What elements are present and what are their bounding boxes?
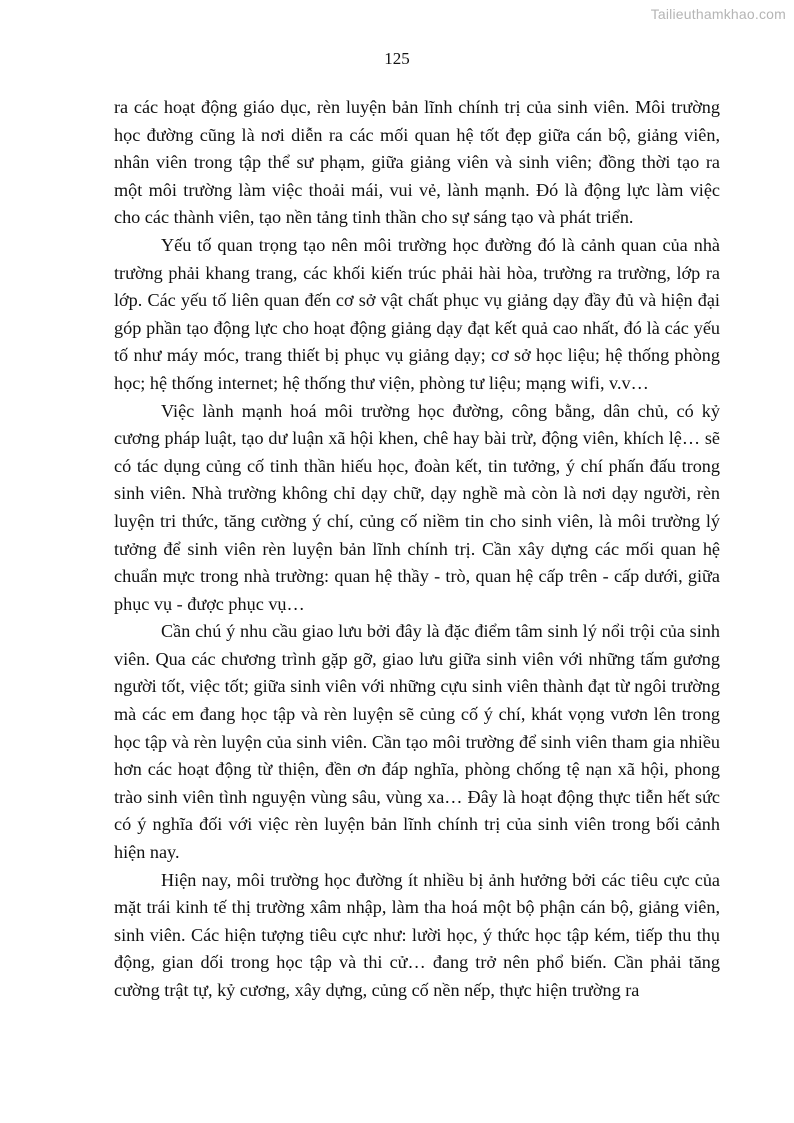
paragraph-1: ra các hoạt động giáo dục, rèn luyện bản lĩnh chính trị của sinh viên. Môi trường học đường cũng là nơi diễn ra các mối quan hệ tốt đẹp giữa cán bộ, giảng viên, nhân viên trong tập thể sư phạm, giữa giảng viên và sinh viên; đồng thời tạo ra một môi trường làm việc thoải mái, vui vẻ, lành mạnh. Đó là động lực làm việc cho các thành viên, tạo nền tảng tinh thần cho sự sáng tạo và phát triển. xyxy=(114,97,720,228)
paragraph-5: Hiện nay, môi trường học đường ít nhiều bị ảnh hưởng bởi các tiêu cực của mặt trái kinh tế thị trường xâm nhập, làm tha hoá một bộ phận cán bộ, giảng viên, sinh viên. Các hiện tượng tiêu cực như: lười học, ý thức học tập kém, tiếp thu thụ động, gian dối trong học tập và thi cử… đang trở nên phổ biến. Cần phải tăng cường trật tự, kỷ cương, xây dựng, củng cố nền nếp, thực hiện trường ra xyxy=(114,869,720,1000)
body-text xyxy=(114,94,720,1005)
paragraph-4: Cần chú ý nhu cầu giao lưu bởi đây là đặc điểm tâm sinh lý nổi trội của sinh viên. Qua các chương trình gặp gỡ, giao lưu giữa sinh viên với những tấm gương người tốt, việc tốt; giữa sinh viên với những cựu sinh viên thành đạt từ ngôi trường mà các em đang học tập và rèn luyện sẽ củng cố ý chí, khát vọng vươn lên trong học tập và rèn luyện của sinh viên. Cần tạo môi trường để sinh viên tham gia nhiều hơn các hoạt động từ thiện, đền ơn đáp nghĩa, phòng chống tệ nạn xã hội, phong trào sinh viên tình nguyện vùng sâu, vùng xa… Đây là hoạt động thực tiễn hết sức có ý nghĩa đối với việc rèn luyện bản lĩnh chính trị của sinh viên trong bối cảnh hiện nay. xyxy=(114,621,720,863)
paragraph-3: Việc lành mạnh hoá môi trường học đường, công bằng, dân chủ, có kỷ cương pháp luật, tạo dư luận xã hội khen, chê hay bài trừ, động viên, khích lệ… sẽ có tác dụng củng cố tinh thần hiếu học, đoàn kết, tin tưởng, ý chí phấn đấu trong sinh viên. Nhà trường không chỉ dạy chữ, dạy nghề mà còn là nơi dạy người, rèn luyện tri thức, tăng cường ý chí, củng cố niềm tin cho sinh viên, là môi trường lý tưởng để sinh viên rèn luyện bản lĩnh chính trị. Cần xây dựng các mối quan hệ chuẩn mực trong nhà trường: quan hệ thầy - trò, quan hệ cấp trên - cấp dưới, giữa phục vụ - được phục vụ… xyxy=(114,400,720,614)
paragraph-2: Yếu tố quan trọng tạo nên môi trường học đường đó là cảnh quan của nhà trường phải khang trang, các khối kiến trúc phải hài hòa, trường ra trường, lớp ra lớp. Các yếu tố liên quan đến cơ sở vật chất phục vụ giảng dạy đầy đủ và hiện đại góp phần tạo động lực cho hoạt động giảng dạy đạt kết quả cao nhất, đó là các yếu tố như máy móc, trang thiết bị phục vụ giảng dạy; cơ sở học liệu; hệ thống phòng học; hệ thống internet; hệ thống thư viện, phòng tư liệu; mạng wifi, v.v… xyxy=(114,234,720,393)
watermark: Tailieuthamkhao.com xyxy=(650,6,786,22)
page-number: 125 xyxy=(384,49,410,68)
